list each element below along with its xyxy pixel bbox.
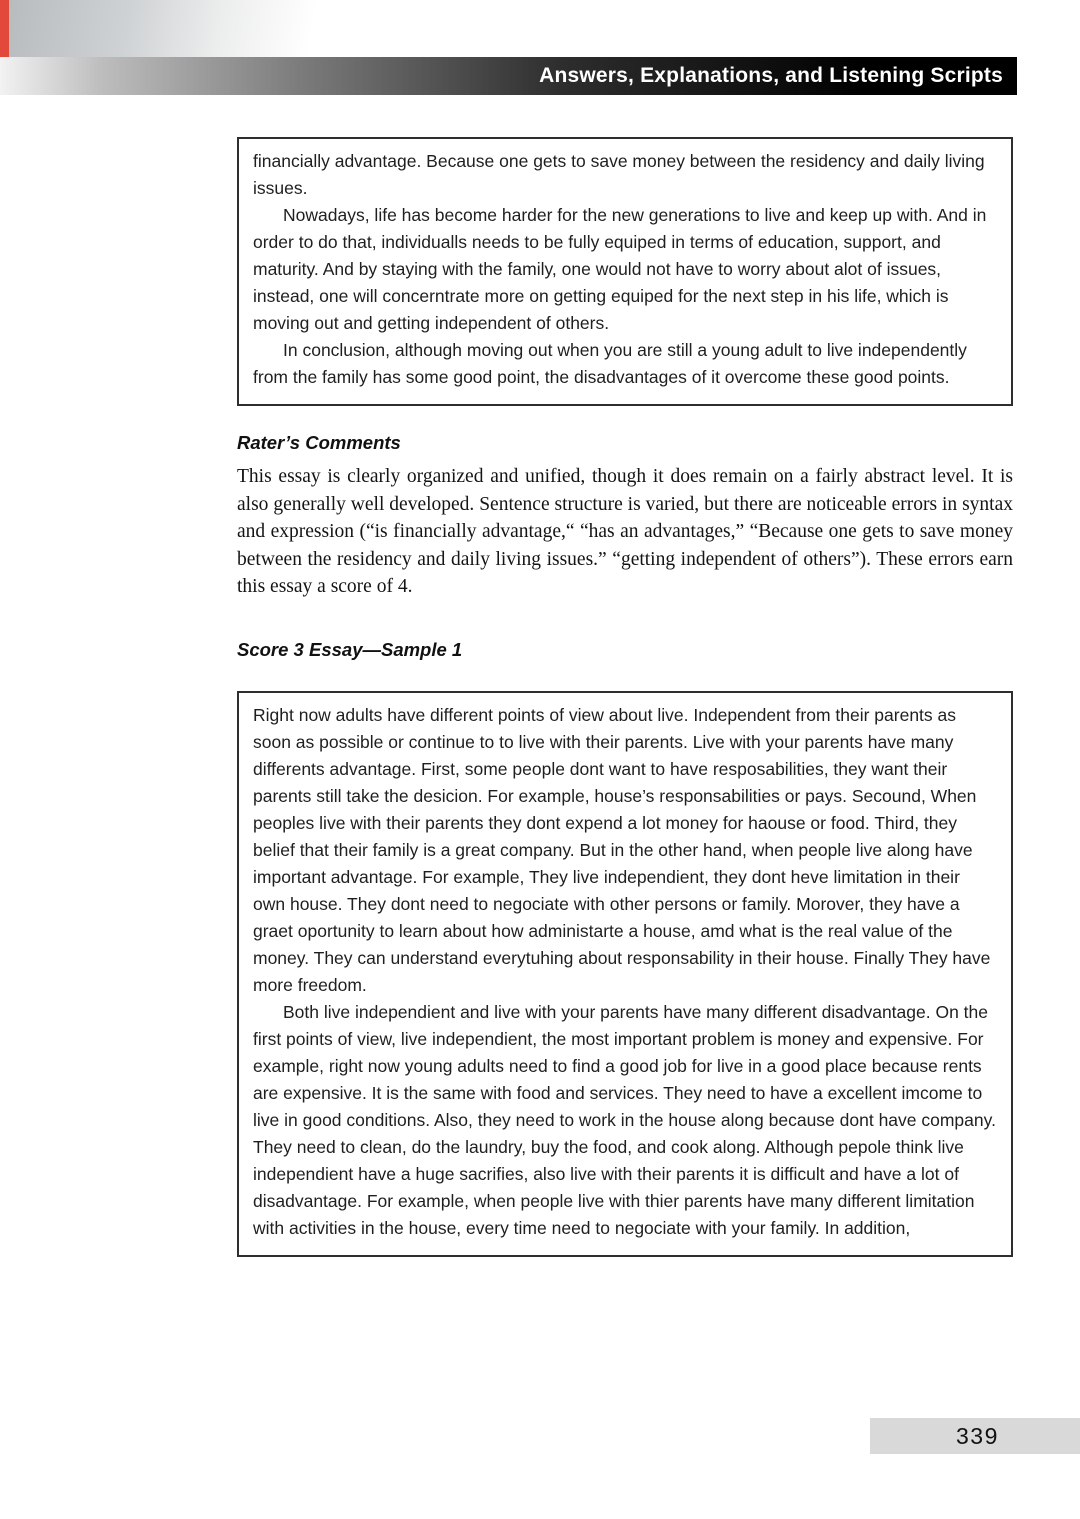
raters-comments-heading: Rater’s Comments	[237, 432, 401, 453]
chapter-header-bar	[0, 57, 1017, 95]
essay1-paragraph-3: In conclusion, although moving out when you are still a young adult to live independently from the family has some good point, the disadvantages of it overcome these good points.	[253, 340, 967, 387]
page-number-bar	[870, 1418, 1080, 1454]
essay1-paragraph-1: financially advantage. Because one gets to save money between the residency and daily living issues.	[253, 151, 985, 198]
essay1-paragraph-2: Nowadays, life has become harder for the new generations to live and keep up with. And in order to do that, individualls needs to be fully equiped in terms of education, support, and maturity. And by staying with the family, one would not have to worry about alot of issues, instead, one will concerntrate more on getting equiped for the next step in his life, which is moving out and getting independent of others.	[253, 205, 987, 333]
chapter-header-title: Answers, Explanations, and Listening Scripts	[539, 64, 1003, 87]
essay2-paragraph-1: Right now adults have different points of view about live. Independent from their parents as soon as possible or continue to to live with their parents. Live with your parents have many differents advantage. First, some people dont want to have resposabilities, they want their parents still take the desicion. For example, house’s responsabilities or pays. Secound, When peoples live with their parents they dont expend a lot money for haouse or food. Third, they belief that their family is a great company. But in the other hand, when people live along have important advantage. For example, They live independient, they dont heve limitation in their own house. They dont need to negociate with other persons or family. Morover, they have a graet oportunity to learn about how administarte a house, amd what is the real value of the money. They can understand everytuhing about responsability in their house. Finally They have more freedom.	[253, 704, 991, 995]
essay2-paragraph-2: Both live independient and live with your parents have many different disadvantage. On the first points of view, live independient, the most important problem is money and expensive. For example, right now young adults need to find a good job for live in a good place because rents are expensive. It is the same with food and services. They need to have a excellent imcome to live in good conditions. Also, they need to work in the house along because dont have company. They need to clean, do the laundry, buy the food, and cook along. Although pepole think live independient have a huge sacrifies, also live with their parents it is difficult and have a lot of disadvantage. For example, when people live with thier parents have many different limitation with activities in the house, every time need to negociate with your family. In addition,	[253, 1001, 996, 1238]
score-3-essay-heading: Score 3 Essay—Sample 1	[237, 638, 463, 660]
raters-comments-body: This essay is clearly organized and unified, though it does remain on a fairly abstract level. It is also generally well developed. Sentence structure is varied, but there are noticeable errors in syntax and expression (“is financially advantage,“ “has an advantages,” “Because one gets to save money between the residency and daily living issues.” “getting independent of others”). These errors earn this essay a score of 4.	[237, 466, 1013, 597]
essay-excerpt-box-1	[237, 137, 1013, 406]
page-number: 339	[956, 1422, 999, 1449]
page-content	[237, 137, 1013, 1257]
essay-excerpt-box-2	[237, 691, 1013, 1257]
